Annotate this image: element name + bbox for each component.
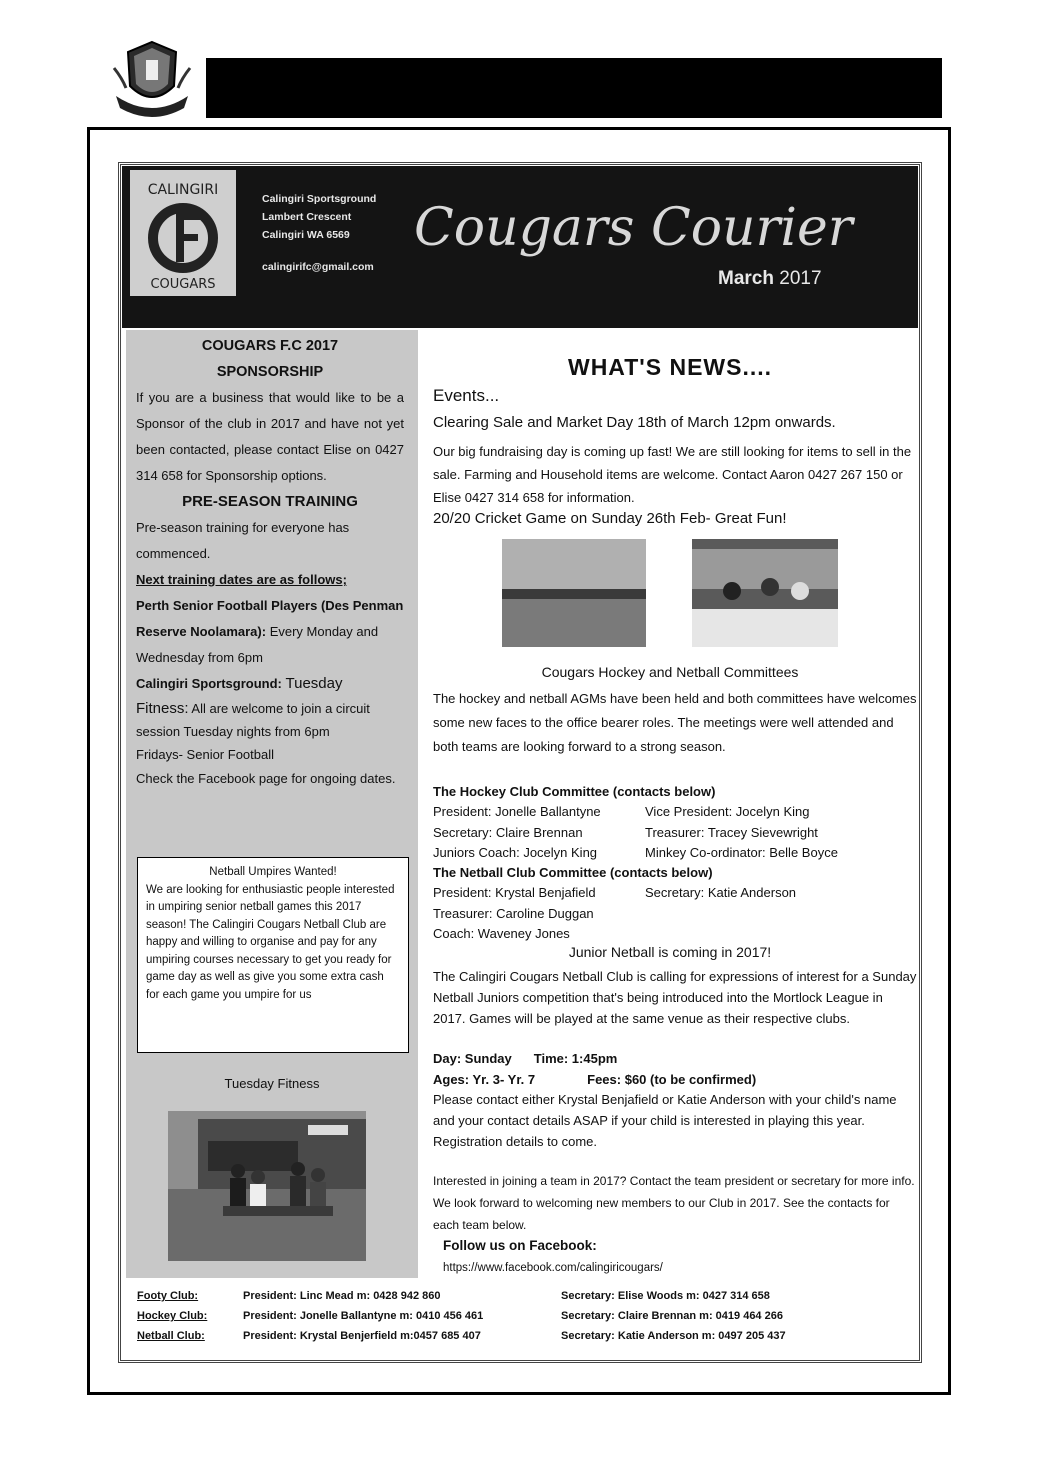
committee-left: The Hockey Club Committee (contacts below): [433, 784, 716, 799]
perth-training: [136, 593, 404, 671]
events-heading: Events...: [433, 386, 500, 405]
sponsorship-text: If you are a business that would like to be a Sponsor of the club in 2017 and have not yet been contacted, please contact Elise on 0427 314 658 for Sponsorship options.: [136, 390, 404, 483]
school-crest-logo: [112, 38, 192, 120]
facebook-note: Check the Facebook page for ongoing dates.: [136, 771, 396, 786]
junior-netball-heading: Junior Netball is coming in 2017!: [568, 944, 772, 960]
svg-text:CALINGIRI: CALINGIRI: [147, 182, 219, 198]
committee-row: [433, 782, 917, 802]
ages-value: Ages: Yr. 3- Yr. 7: [433, 1072, 536, 1087]
umpires-title: Netball Umpires Wanted!: [209, 866, 337, 878]
club-name: Hockey Club:: [137, 1310, 208, 1322]
fundraising-text: Our big fundraising day is coming up fast! We are still looking for items to sell in the sale. Farming and Household items are welcome. Contact Aaron 0427 267 150 or Elise 0427 314 658 for information.: [433, 444, 912, 505]
committee-left: Coach: Waveney Jones: [433, 926, 570, 942]
clearing-sale-heading: Clearing Sale and Market Day 18th of March 12pm onwards.: [433, 414, 836, 431]
registration-contact-text: Please contact either Krystal Benjafield or Katie Anderson with your child's name and your contact details ASAP if your child is interested in playing this year. Registration details to come.: [433, 1092, 897, 1149]
club-name: Netball Club:: [137, 1330, 205, 1342]
president-contact: President: Jonelle Ballantyne m: 0410 456 461: [243, 1310, 484, 1322]
committee-left: The Netball Club Committee (contacts below): [433, 865, 713, 881]
issue-year: 2017: [779, 268, 822, 289]
newsletter-title: Cougars Courier: [414, 198, 853, 258]
calingiri-training: [136, 671, 404, 697]
secretary-contact: Secretary: Katie Anderson m: 0497 205 437: [561, 1330, 786, 1342]
club-email: calingirifc@gmail.com: [262, 261, 374, 273]
day-time-row: [433, 1048, 756, 1069]
issue-month: March: [718, 268, 774, 289]
cricket-field-photo: [502, 539, 646, 647]
sponsorship-section: [136, 333, 404, 792]
committee-left: President: Krystal Benjafield: [433, 885, 596, 901]
perth-label: Perth Senior Football Players (Des Penman Reserve Noolamara):: [136, 598, 404, 639]
address-line: Lambert Crescent: [262, 211, 352, 223]
follow-facebook-label: Follow us on Facebook:: [443, 1238, 597, 1253]
club-name: Footy Club:: [137, 1290, 199, 1302]
committee-left: Secretary: Claire Brennan: [433, 824, 583, 840]
next-dates-label: Next training dates are as follows;: [136, 572, 347, 587]
committee-right: Treasurer: Tracey Sievewright: [645, 824, 818, 840]
umpires-text: We are looking for enthusiastic people interested in umpiring senior netball games this 2017 season! The Calingiri Cougars Netball Club are happy and willing to organise and pay for any umpiring courses necessary to get you ready for game day as well as give you some extra cash for each game you umpire for us: [146, 883, 395, 1001]
training-intro: Pre-season training for everyone has commenced.: [136, 520, 350, 561]
fitness-info: [136, 697, 404, 743]
committee-right: Secretary: Katie Anderson: [645, 885, 797, 901]
fridays-info: Fridays- Senior Football: [136, 747, 274, 762]
committee-row: [433, 823, 917, 843]
contact-row: [137, 1326, 917, 1346]
contact-row: [137, 1306, 917, 1326]
committee-list: [433, 782, 917, 944]
facebook-link[interactable]: https://www.facebook.com/calingiricougars/: [443, 1262, 663, 1274]
cricket-spectators-photo: [692, 539, 838, 647]
committees-heading: Cougars Hockey and Netball Committees: [541, 664, 799, 680]
committee-row: [433, 924, 917, 944]
perth-text: Every Monday and Wednesday from 6pm: [136, 624, 379, 665]
issue-date: [718, 268, 822, 290]
committee-row: [433, 883, 917, 903]
sponsorship-heading: COUGARS F.C 2017: [201, 338, 339, 354]
fitness-label: Fitness:: [136, 700, 189, 717]
join-team-text: Interested in joining a team in 2017? Contact the team president or secretary for more info. We look forward to welcoming new members to our Club in 2017. See the contacts for each team below.: [433, 1174, 915, 1232]
club-address: [262, 190, 376, 276]
committee-row: [433, 843, 917, 863]
whats-news-heading: WHAT'S NEWS....: [567, 354, 773, 380]
sponsorship-heading: SPONSORSHIP: [216, 364, 324, 380]
president-contact: President: Krystal Benjerfield m:0457 685 407: [243, 1330, 481, 1342]
day-value: Day: Sunday: [433, 1051, 512, 1066]
ages-fees-row: [433, 1069, 756, 1090]
committee-left: President: Jonelle Ballantyne: [433, 804, 601, 820]
cricket-game-text: 20/20 Cricket Game on Sunday 26th Feb- Great Fun!: [433, 510, 787, 527]
fitness-text: All are welcome to join a circuit session Tuesday nights from 6pm: [136, 701, 370, 739]
tuesday-label: Tuesday: [285, 675, 343, 692]
calingiri-label: Calingiri Sportsground:: [136, 676, 282, 691]
time-value: Time: 1:45pm: [533, 1051, 618, 1066]
president-contact: President: Linc Mead m: 0428 942 860: [243, 1290, 441, 1302]
address-line: Calingiri WA 6569: [262, 229, 350, 241]
svg-text:COUGARS: COUGARS: [150, 277, 216, 292]
umpires-wanted-box: [137, 857, 409, 1053]
fitness-caption: Tuesday Fitness: [224, 1076, 320, 1091]
training-heading: PRE-SEASON TRAINING: [182, 493, 358, 510]
header-bar: [206, 58, 942, 118]
secretary-contact: Secretary: Claire Brennan m: 0419 464 266: [561, 1310, 783, 1322]
fees-value: Fees: $60 (to be confirmed): [587, 1072, 757, 1087]
committees-text: The hockey and netball AGMs have been held and both committees have welcomes some new faces to the office bearer roles. The meetings were well attended and both teams are looking forward to a strong season.: [433, 691, 917, 754]
club-contacts: [137, 1286, 917, 1346]
junior-netball-text: The Calingiri Cougars Netball Club is calling for expressions of interest for a Sunday Netball Juniors competition that's being introduced into the Mortlock League in 2017. Games will be played at the same venue as their respective clubs.: [433, 969, 917, 1026]
committee-right: Minkey Co-ordinator: Belle Boyce: [645, 844, 838, 860]
junior-netball-details: [433, 1048, 756, 1090]
committee-row: [433, 863, 917, 883]
committee-row: [433, 904, 917, 924]
contact-row: [137, 1286, 917, 1306]
committee-right: Vice President: Jocelyn King: [645, 804, 810, 820]
committee-left: Treasurer: Caroline Duggan: [433, 905, 594, 921]
cougars-logo: [128, 168, 238, 298]
secretary-contact: Secretary: Elise Woods m: 0427 314 658: [561, 1290, 770, 1302]
tuesday-fitness-photo: [168, 1111, 366, 1261]
committee-row: [433, 802, 917, 822]
address-line: Calingiri Sportsground: [262, 193, 377, 205]
committee-left: Juniors Coach: Jocelyn King: [433, 844, 598, 860]
